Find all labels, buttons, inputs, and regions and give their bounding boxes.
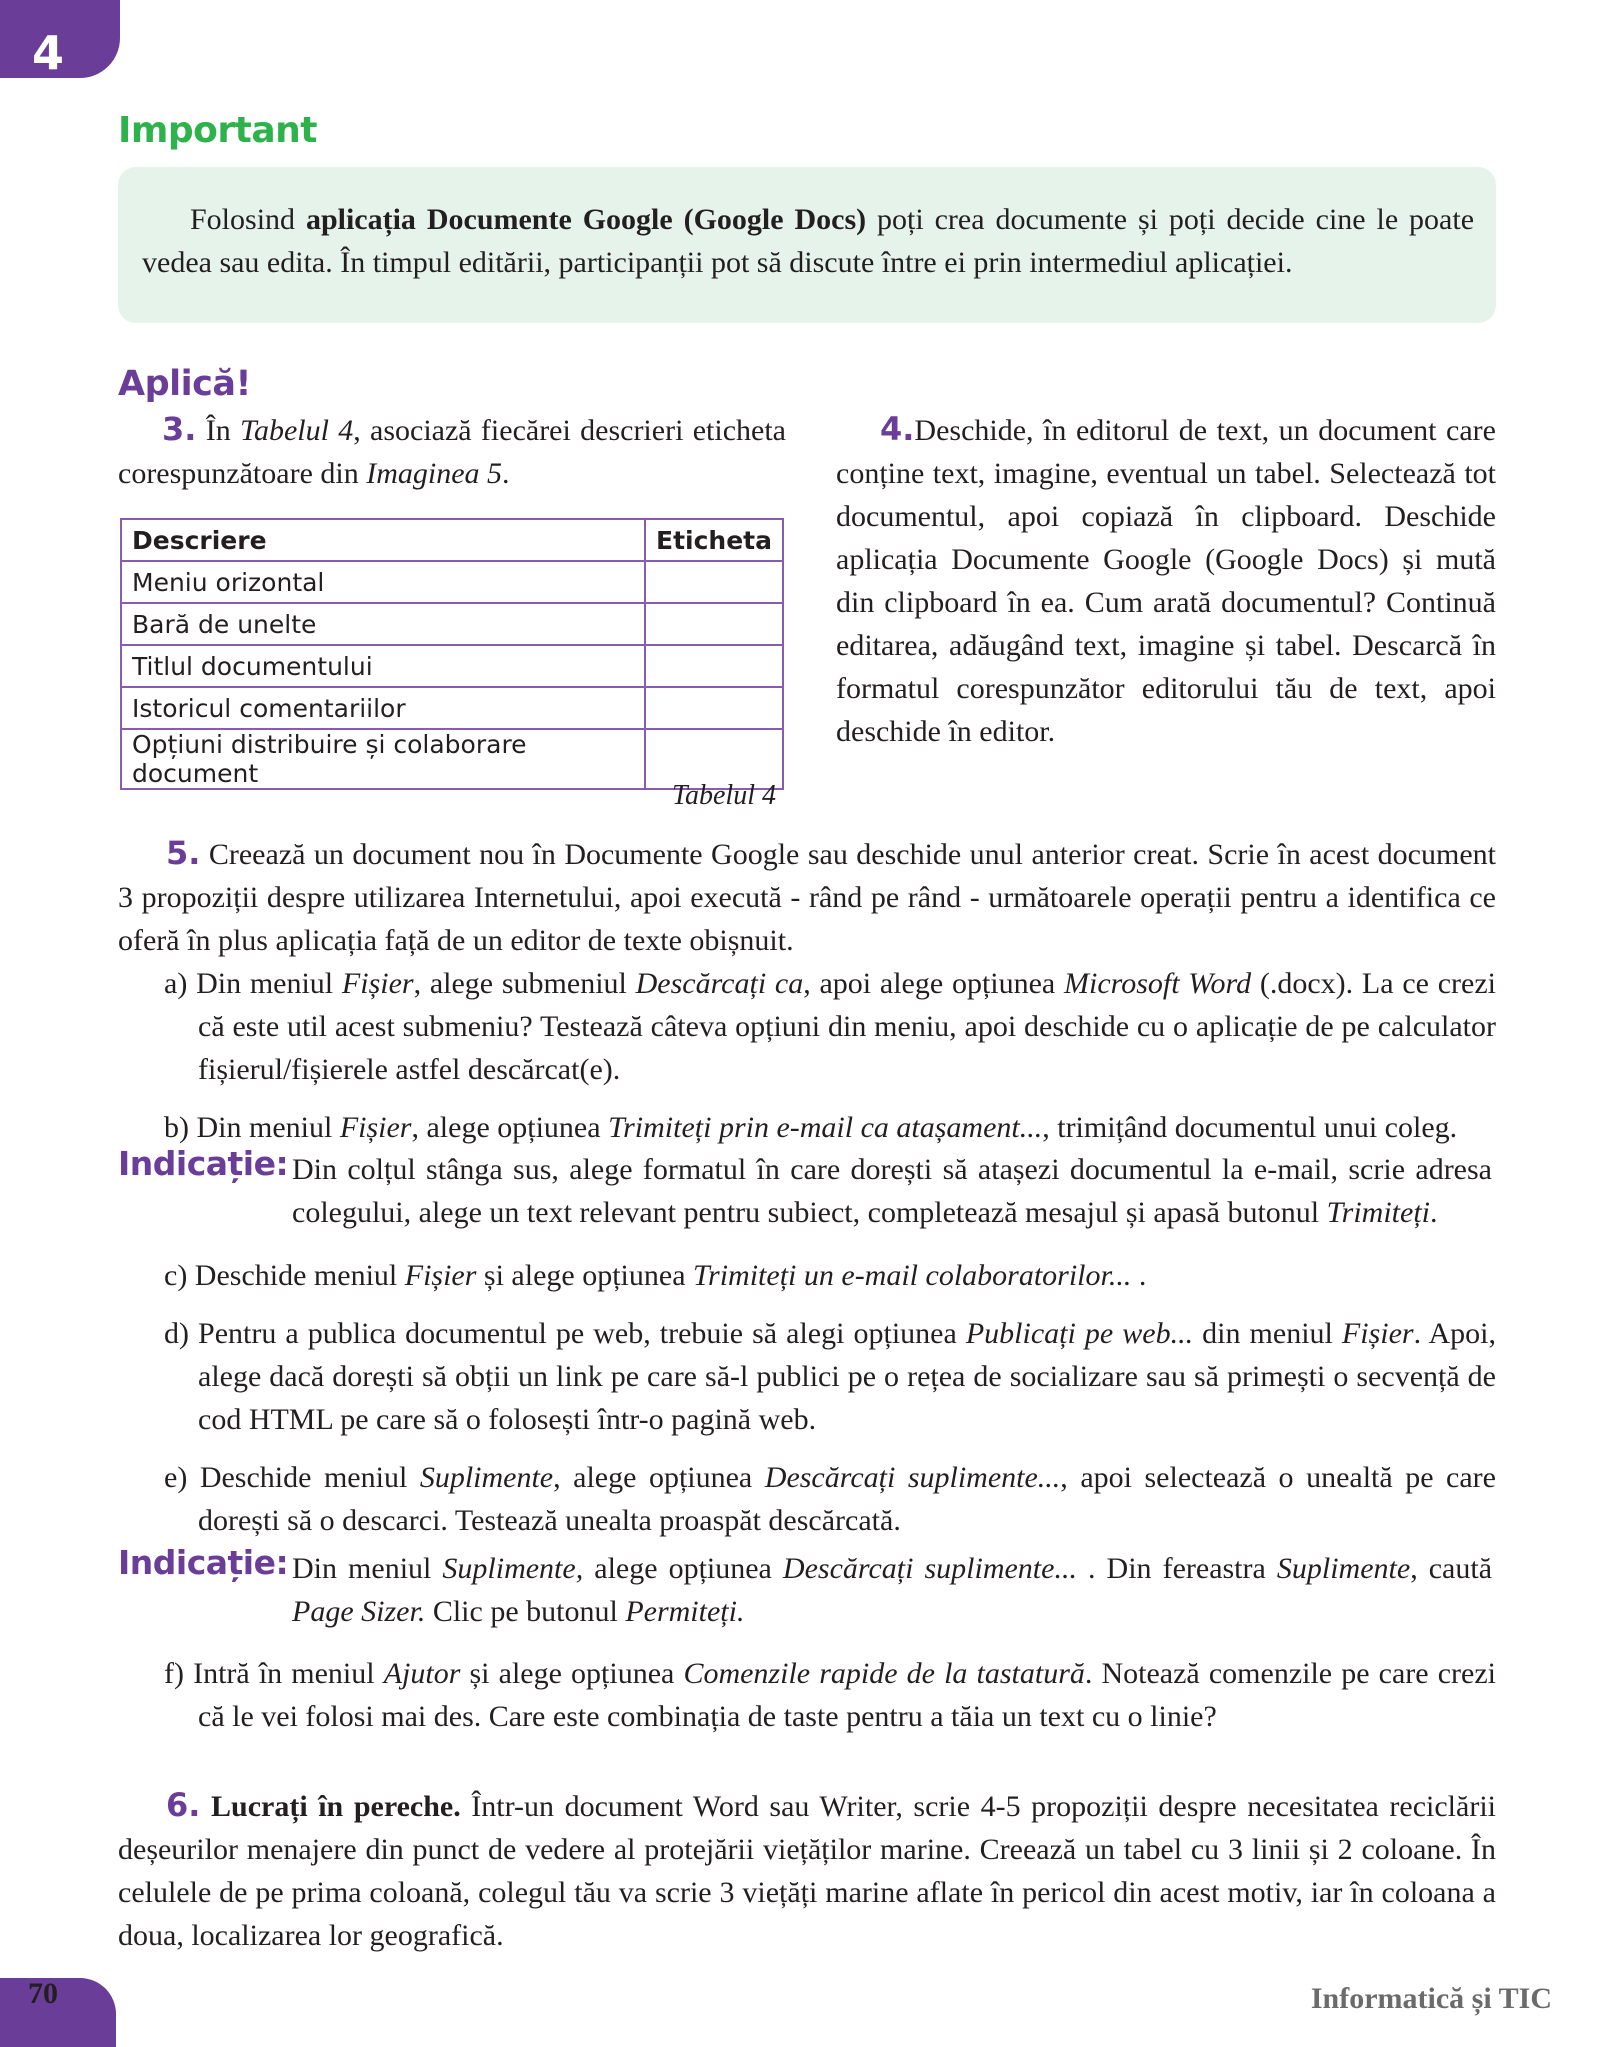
table-row xyxy=(121,687,783,729)
exercise-number: 6. xyxy=(166,1786,201,1824)
table-header-label: Eticheta xyxy=(645,519,783,561)
exercise-number: 3. xyxy=(162,410,197,448)
indicatie-text: Din meniul Suplimente, alege opțiunea Descărcați suplimente... . Din fereastra Suplimente, caută Page Sizer. Clic pe butonul Permiteți. xyxy=(292,1552,1493,1628)
exercise-number: 4. xyxy=(880,410,915,448)
table-header-description: Descriere xyxy=(121,519,645,561)
exercise-5c: c) Deschide meniul Fișier și alege opțiunea Trimiteți un e-mail colaboratorilor... . xyxy=(164,1259,1147,1292)
table-cell-label xyxy=(645,687,783,729)
table-cell-label xyxy=(645,603,783,645)
footer-tab xyxy=(0,1978,116,2047)
indicatie-label: Indicație: xyxy=(118,1543,289,1582)
table-cell-label xyxy=(645,561,783,603)
indicatie-label: Indicație: xyxy=(118,1144,289,1183)
aplica-heading: Aplică! xyxy=(118,364,251,404)
indicatie-text: Din colțul stânga sus, alege formatul în care dorești să atașezi documentul la e-mail, scrie adresa colegului, alege un text relevant pentru subiect, completează mesajul și apasă butonul Trimiteți. xyxy=(292,1153,1492,1229)
exercise-number: 5. xyxy=(166,834,201,872)
table-cell-description: Opțiuni distribuire și colaborare document xyxy=(121,729,645,789)
table-cell-label xyxy=(645,645,783,687)
exercise-5f-block xyxy=(118,1652,1496,1738)
exercise-5d: d) Pentru a publica documentul pe web, trebuie să alegi opțiunea Publicați pe web... din meniul Fișier. Apoi, alege dacă dorești să obții un link pe care să-l publici pe o rețea de socializare sau să primești o secvență de cod HTML pe care să o folosești într-o pagină web. xyxy=(164,1317,1496,1436)
exercise-5e: e) Deschide meniul Suplimente, alege opțiunea Descărcați suplimente..., apoi selectează o unealtă pe care dorești să o descarci. Testează unealta proaspăt descărcată. xyxy=(164,1461,1496,1537)
important-text: Folosind aplicația Documente Google (Google Docs) poți crea documente și poți decide cine le poate vedea sau edita. În timpul editării, participanții pot să discute între ei prin intermediul aplicației. xyxy=(142,203,1475,279)
exercise-5f: f) Intră în meniul Ajutor și alege opțiunea Comenzile rapide de la tastatură. Notează comenzile pe care crezi că le vei folosi mai des. Care este combinația de taste pentru a tăia un text cu o linie? xyxy=(164,1657,1496,1733)
exercise-5-cde xyxy=(118,1254,1496,1542)
table-row xyxy=(121,645,783,687)
table-cell-description: Titlul documentului xyxy=(121,645,645,687)
book-title: Informatică și TIC xyxy=(1310,1982,1552,2015)
exercise-5b: b) Din meniul Fișier, alege opțiunea Trimiteți prin e-mail ca atașament..., trimițând documentul unui coleg. xyxy=(164,1111,1458,1144)
exercise-5: 5. Creează un document nou în Documente Google sau deschide unul anterior creat. Scrie în acest document 3 propoziții despre utilizarea Internetului, apoi execută - rând pe rând - următoarele operații pentru a identifica ce oferă în plus aplicația față de un editor de texte obișnuit. a) Din meniul Fișier, alege submeniul Descărcați ca, apoi alege opțiunea Microsoft Word (.docx). La ce crezi că este util acest submeniu? Testează câteva opțiuni din meniu, apoi deschide cu o aplicație de pe calculator fișierul/fișierele astfel descărcat(e). b) Din meniul Fișier, alege opțiunea Trimiteți prin e-mail ca atașament..., trimițând documentul unui coleg. xyxy=(118,832,1496,1149)
exercise-5a: a) Din meniul Fișier, alege submeniul Descărcați ca, apoi alege opțiunea Microsoft Word (.docx). La ce crezi că este util acest submeniu? Testează câteva opțiuni din meniu, apoi deschide cu o aplicație de pe calculator fișierul/fișierele astfel descărcat(e). xyxy=(164,967,1496,1086)
table-cell-description: Meniu orizontal xyxy=(121,561,645,603)
chapter-number: 4 xyxy=(32,26,65,80)
table-row xyxy=(121,603,783,645)
table-caption: Tabelul 4 xyxy=(672,780,776,811)
important-heading: Important xyxy=(118,110,318,151)
exercise-4: 4.Deschide, în editorul de text, un document care conține text, imagine, eventual un tabel. Selectează tot documentul, apoi copiază în clipboard. Deschide aplicația Documente Google (Google Docs) și mută din clipboard în ea. Cum arată documentul? Continuă editarea, adăugând text, imagine și tabel. Descarcă în formatul corespunzător editorului tău de text, apoi deschide în editor. xyxy=(836,410,1496,748)
exercise-6: 6. Lucrați în pereche. Într-un document Word sau Writer, scrie 4-5 propoziții despre necesitatea reciclării deșeurilor menajere din punct de vedere al protejării viețăților marine. Creează un tabel cu 3 linii și 2 coloane. În celulele de pe prima coloană, colegul tău va scrie 3 viețăți marine aflate în pericol din acest motiv, iar în coloana a doua, localizarea lor geografică. xyxy=(118,1786,1496,1952)
exercise-3: 3. În Tabelul 4, asociază fiecărei descrieri eticheta corespunzătoare din Imaginea 5. xyxy=(118,410,786,490)
page-number: 70 xyxy=(28,1977,58,2010)
table-cell-description: Istoricul comentariilor xyxy=(121,687,645,729)
table-row xyxy=(121,561,783,603)
table-cell-description: Bară de unelte xyxy=(121,603,645,645)
table-4 xyxy=(120,518,784,790)
table-header-row xyxy=(121,519,783,561)
